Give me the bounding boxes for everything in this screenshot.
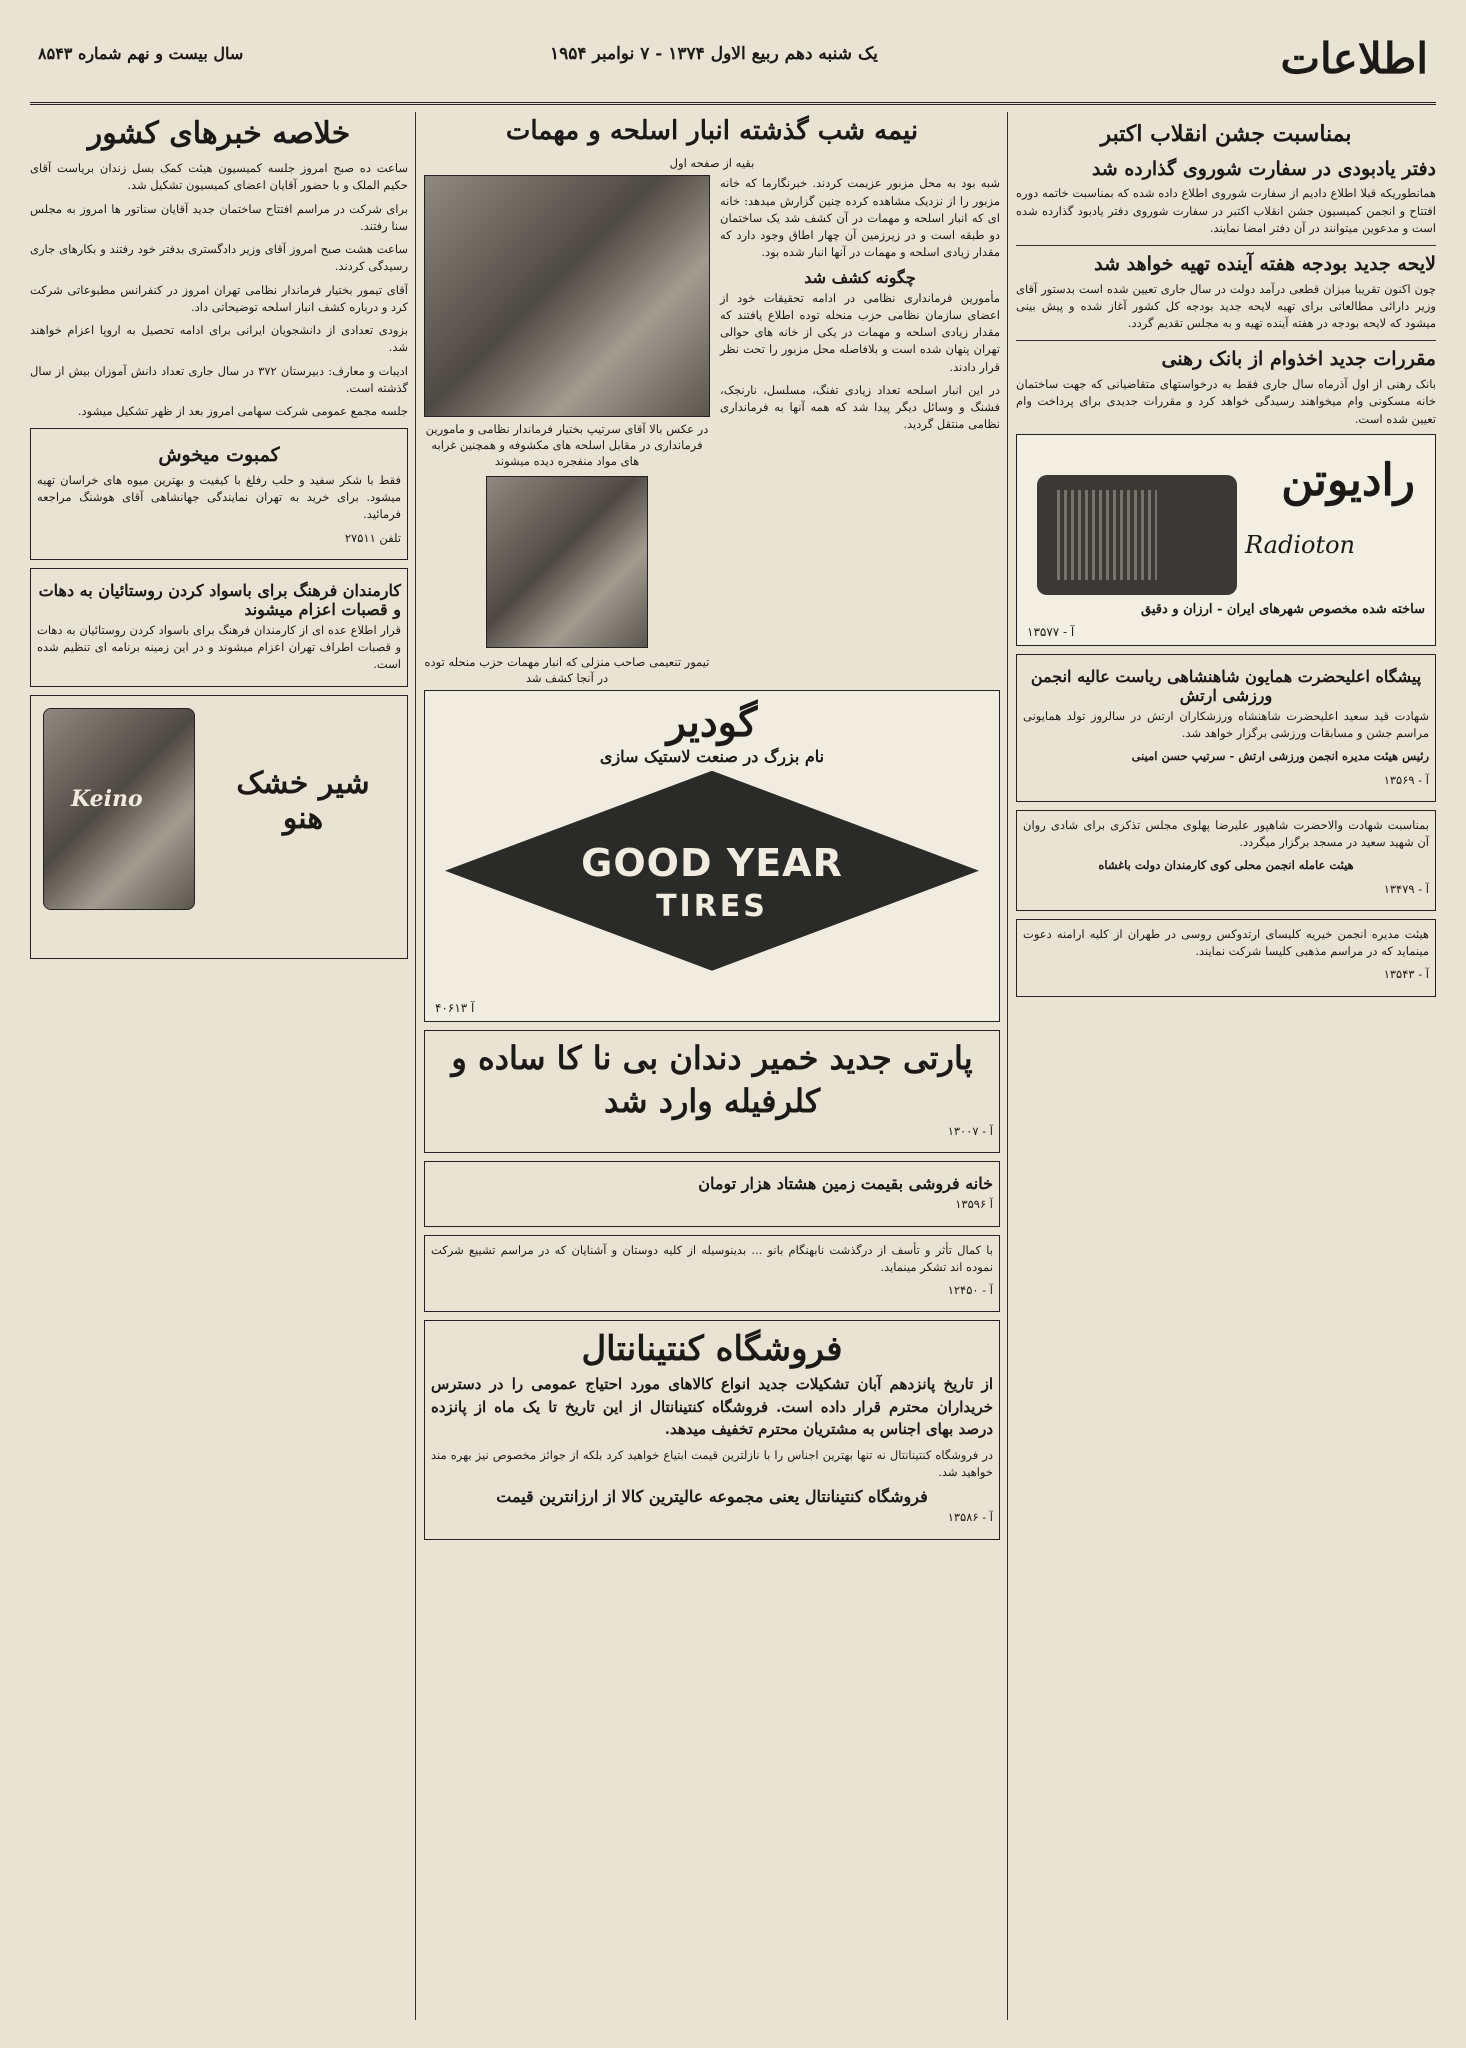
sport-body: شهادت قید سعید اعلیحضرت شاهنشاه ورزشکاران ارتش در سالروز تولد همایونی مراسم جشن و مسابقات ورزشی برگزار خواهد شد. (1023, 708, 1429, 741)
portrait-caption: تیمور تنعیمی صاحب منزلی که انبار مهمات حزب منحله توده در آنجا کشف شد (424, 654, 710, 685)
masthead-brand: اطلاعات (1280, 34, 1428, 83)
goodyear-ad (424, 690, 1000, 1022)
store-tagline: فروشگاه کنتینانتال یعنی مجموعه عالیترین کالا از ارزانترین قیمت (496, 1487, 928, 1507)
arms-body-2: مأمورین فرمانداری نظامی در ادامه تحقیقات خود از اعضای سازمان نظامی حزب منحله توده اطلاع یافتند که مقدار زیادی اسلحه و مهمات در یکی از خانه های حوالی تهران پنهان شده است و بلافاصله محل مزبور را تحت نظر قرار دادند. (720, 290, 1000, 374)
column-rule (415, 112, 416, 2020)
summary-item: ساعت هشت صبح امروز آقای وزیر دادگستری بدفتر خود رفتند و بکارهای جاری رسیدگی کردند. (30, 242, 408, 274)
column-center (424, 112, 1000, 2020)
obituary (424, 1235, 1000, 1313)
summary-item: ساعت ده صبح امروز جلسه کمیسیون هیئت کمک بسل زندان بریاست آقای حکیم الملک و با حضور آقایان اعضای کمیسیون تشکیل شد. (30, 161, 408, 193)
goodyear-tagline: نام بزرگ در صنعت لاستیک سازی (599, 746, 825, 766)
sport-headline: پیشگاه اعلیحضرت همایون شاهنشاهی ریاست عالیه انجمن ورزشی ارتش (1030, 666, 1422, 705)
radioton-title: رادیوتن (1281, 454, 1415, 506)
newspaper-page (30, 30, 1436, 2020)
house-num: آ ۱۳۵۹۶ (955, 1197, 993, 1212)
radioton-brand: Radioton (1245, 530, 1355, 559)
toothpaste-ad (424, 1030, 1000, 1154)
article-bank: بانک رهنی از اول آذرماه سال جاری فقط به درخواستهای متقاضیانی که جهت ساختمان خانه مسکونی وام میخواهند رسیدگی خواهد کرد و مقررات جدیدی برای پرداخت وام تعیین شده است. (1016, 377, 1436, 426)
radio-illustration (1037, 475, 1237, 595)
column-right (1016, 112, 1436, 2020)
church-num: آ - ۱۳۵۴۳ (1383, 967, 1429, 982)
memorial-num: آ - ۱۳۴۷۹ (1383, 881, 1429, 896)
summary-item: برای شرکت در مراسم افتتاح ساختمان جدید آقایان سناتور ها امروز به مجلس سنا رفتند. (30, 201, 408, 233)
memorial-sign: هیئت عامله انجمن محلی کوی کارمندان دولت باغشاه (1098, 858, 1354, 873)
toothpaste-text: پارتی جدید خمیر دندان بی نا کا ساده و کلرفیله وارد شد (451, 1038, 973, 1120)
continued-note: بقیه از صفحه اول (669, 156, 755, 171)
column-rule (1007, 112, 1008, 2020)
memorial-body: بمناسبت شهادت والاحضرت شاهپور علیرضا پهلوی مجلس تذکری برای شادی روان آن شهید سعید در مسجد برگزار میگردد. (1023, 817, 1429, 850)
masthead-issue: سال بیست و نهم شماره ۸۵۴۳ (38, 44, 244, 63)
arms-subhead: چگونه کشف شد (804, 267, 916, 287)
summary-item: بزودی تعدادی از دانشجویان ایرانی برای ادامه تحصیل به اروپا اعزام خواهند شد. (30, 323, 408, 355)
article-embassy: همانطوریکه قبلا اطلاع دادیم از سفارت شوروی اطلاع داده شده که بمناسبت خاتمه دوره افتتاح و انجمن کمیسیون جشن انقلاب اکتبر در سفارت شوروی دفتر یادبود گذارده شده است و مدعوین میتوانند در آن دفتر امضا نمایند. (1016, 186, 1436, 235)
radioton-text: ساخته شده مخصوص شهرهای ایران - ارزان و دقیق (1141, 601, 1425, 617)
masthead-date: یک شنبه دهم ربیع الاول ۱۳۷۴ - ۷ نوامبر ۱۹۵۴ (550, 44, 878, 64)
goodyear-brand-en: GOOD YEAR (581, 840, 843, 885)
store-body: از تاریخ پانزدهم آبان تشکیلات جدید انواع کالاهای مورد احتیاج عمومی را در دسترس خریداران محترم قرار داده است. فروشگاه کنتینانتال از این تاریخ تا یک ماه از پانزده درصد بهای اجناس به مشتریان محترم تخفیف میدهد. (431, 1375, 993, 1439)
milk-brand: Keino (71, 785, 143, 812)
store-title: فروشگاه کنتینانتال (581, 1329, 843, 1370)
house-title: خانه فروشی بقیمت زمین هشتاد هزار تومان (698, 1174, 993, 1194)
headline-summary: خلاصه خبرهای کشور (87, 116, 351, 151)
education-headline: کارمندان فرهنگ برای باسواد کردن روستائیان به دهات و قصبات اعزام میشوند (38, 580, 401, 619)
memorial-notice (1016, 810, 1436, 911)
arms-body-3: در این انبار اسلحه تعداد زیادی تفنگ، مسلسل، نارنجک، فشنگ و وسائل دیگر پیدا شد که همه آنها به فرمانداری نظامی منتقل گردید. (720, 382, 1000, 432)
summary-item: ادیبات و معارف: دبیرستان ۳۷۲ در سال جاری تعداد دانش آموزان بیش از سال گذشته است. (30, 363, 408, 395)
summary-item: آقای تیمور بختیار فرماندار نظامی تهران امروز در کنفرانس مطبوعاتی شرکت کرد و درباره کشف انبار اسلحه توضیحاتی داد. (30, 282, 408, 314)
radioton-num: آ - ۱۳۵۷۷ (1027, 624, 1075, 639)
arms-text-block (720, 175, 1000, 689)
radioton-ad (1016, 434, 1436, 646)
arms-photo-caption: در عکس بالا آقای سرتیپ بختیار فرماندار نظامی و مامورین فرمانداری در مقابل اسلحه های مکشوفه و همچنین غرابه های مواد منفجره دیده میشوند (425, 422, 709, 469)
store-num: آ - ۱۳۵۸۶ (947, 1510, 993, 1525)
toothpaste-num: آ - ۱۳۰۰۷ (947, 1124, 993, 1139)
masthead (30, 30, 1436, 105)
arms-photo (424, 175, 710, 417)
goodyear-num: آ ۴۰۶۱۳ (435, 1000, 475, 1015)
headline-budget: لایحه جدید بودجه هفته آینده تهیه خواهد شد (1016, 245, 1436, 277)
sport-num: آ - ۱۳۵۶۹ (1383, 772, 1429, 787)
milk-title: شیر خشک هنو (236, 765, 370, 836)
headline-arms: نیمه شب گذشته انبار اسلحه و مهمات (505, 116, 919, 146)
headline-bank: مقررات جدید اخذوام از بانک رهنی (1016, 340, 1436, 372)
kicker: بمناسبت جشن انقلاب اکتبر (1100, 121, 1352, 147)
goodyear-tires: TIRES (656, 888, 768, 924)
compote-body: فقط با شکر سفید و حلب رفلغ با کیفیت و بهترین میوه های خراسان تهیه میشود. برای خرید به تهران نمایندگی جهانشاهی آقای هوشنگ مراجعه فرمائید. (37, 472, 401, 522)
milk-ad (30, 695, 408, 959)
store-note: در فروشگاه کنتینانتال نه تنها بهترین اجناس را با نازلترین قیمت ابتیاع خواهید کرد بلکه از جوائز مخصوص نیز بهره مند خواهید شد. (431, 1447, 993, 1480)
house-ad (424, 1161, 1000, 1226)
obituary-body: با کمال تأثر و تأسف از درگذشت نابهنگام بانو ... بدینوسیله از کلیه دوستان و آشنایان که در مراسم تشییع شرکت نموده اند تشکر مینماید. (431, 1242, 993, 1274)
arms-photo-block (424, 175, 710, 689)
compote-tel: تلفن ۲۷۵۱۱ (344, 530, 401, 545)
headline-embassy: دفتر یادبودی در سفارت شوروی گذارده شد (1091, 157, 1436, 180)
summary-item: جلسه مجمع عمومی شرکت سهامی امروز بعد از ظهر تشکیل میشود. (77, 404, 408, 418)
obituary-num: آ - ۱۲۴۵۰ (947, 1283, 993, 1298)
continental-store-ad (424, 1320, 1000, 1539)
compote-title: کمبوت میخوش (158, 444, 280, 467)
portrait-photo (486, 476, 648, 648)
arms-body-1: شبه بود به محل مزبور عزیمت کردند. خبرنگارما که خانه مزبور را از نزدیک مشاهده کرده چنین گزارش میدهد: خانه ای که انبار اسلحه و مهمات در آن کشف شد یک ساختمان دو طبقه است و در زیرزمین آن چهار اطاق وجود دارد که مقدار زیادی اسلحه و مهمات در آنها انبار شده بود. (720, 176, 1000, 260)
sport-notice (1016, 654, 1436, 802)
education-notice (30, 568, 408, 687)
education-body: قرار اطلاع عده ای از کارمندان فرهنگ برای باسواد کردن روستائیان به دهات و قصبات اطراف تهران اعزام میشوند و در این زمینه برنامه ای تنظیم شده است. (37, 622, 401, 672)
column-left (30, 112, 408, 2020)
sport-sign: رئیس هیئت مدیره انجمن ورزشی ارتش - سرتیپ حسن امینی (1131, 749, 1429, 764)
church-body: هیئت مدیره انجمن خیریه کلیسای ارتدوکس روسی در طهران از کلیه ارامنه دعوت مینماید که در مراسم مذهبی کلیسا شرکت نمایند. (1023, 926, 1429, 959)
compote-ad (30, 428, 408, 560)
goodyear-brand-fa: گودیر (666, 698, 758, 746)
church-notice (1016, 919, 1436, 997)
article-budget: چون اکنون تقریبا میزان قطعی درآمد دولت در سال جاری تعیین شده است بدستور آقای وزیر دارائی مطالعاتی برای تهیه لایحه جدید بودجه کل کشور آغاز شده و پیش بینی میشود که لایحه بودجه در هفته آینده تهیه و به مجلس تقدیم گردد. (1016, 281, 1436, 331)
